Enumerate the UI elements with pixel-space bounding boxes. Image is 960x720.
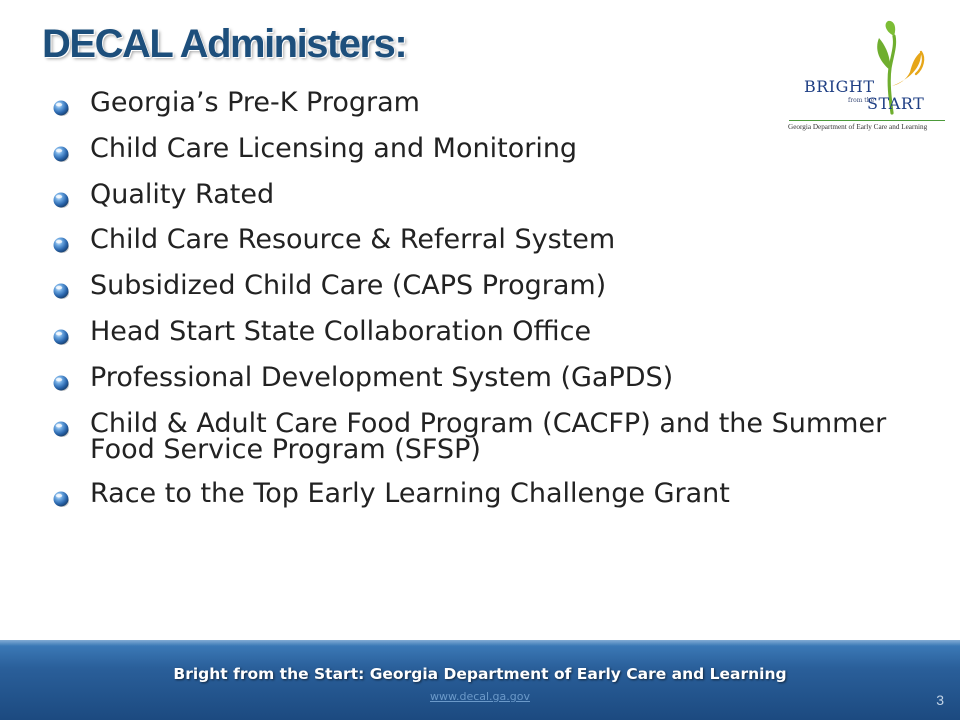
blue-orb-bullet-icon — [52, 145, 70, 163]
logo-from-the-text: from the — [848, 97, 875, 104]
blue-orb-bullet-icon — [52, 99, 70, 117]
bullet-item — [52, 478, 932, 510]
page-number: 3 — [936, 692, 944, 708]
blue-orb-bullet-icon — [52, 420, 70, 438]
bullet-item — [52, 132, 932, 164]
blue-orb-bullet-icon — [52, 328, 70, 346]
bullet-item — [52, 270, 932, 302]
blue-orb-bullet-icon — [52, 374, 70, 392]
footer-website-link[interactable]: www.decal.ga.gov — [429, 690, 530, 703]
bullet-text: Head Start State Collaboration Office — [90, 315, 592, 347]
bullet-text: Georgia’s Pre-K Program — [90, 87, 420, 118]
bullet-list — [52, 87, 932, 527]
blue-orb-bullet-icon — [52, 282, 70, 300]
footer-bar — [0, 640, 960, 720]
bullet-text: Child & Adult Care Food Program (CACFP) and the Summer Food Service Program (SFSP) — [90, 407, 887, 465]
bullet-item — [52, 178, 932, 210]
bullet-text: Quality Rated — [90, 178, 275, 210]
blue-orb-bullet-icon — [52, 236, 70, 254]
bullet-text: Professional Development System (GaPDS) — [90, 361, 674, 393]
bullet-text: Child Care Licensing and Monitoring — [90, 132, 578, 164]
blue-orb-bullet-icon — [52, 191, 70, 209]
slide-title: DECAL Administers: — [42, 22, 407, 66]
bullet-text: Child Care Resource & Referral System — [90, 224, 616, 256]
bullet-text: Subsidized Child Care (CAPS Program) — [90, 270, 607, 302]
footer-gloss — [0, 640, 960, 646]
bullet-item — [52, 87, 932, 118]
bullet-item — [52, 315, 932, 347]
logo-department-text: Georgia Department of Early Care and Learning — [788, 123, 928, 131]
bullet-item — [52, 224, 932, 256]
logo-bright-text: BRIGHT — [804, 77, 875, 96]
logo-start-text: START — [867, 94, 925, 113]
bullet-item — [52, 407, 932, 465]
bullet-text: Race to the Top Early Learning Challenge Grant — [90, 478, 730, 510]
blue-orb-bullet-icon — [52, 490, 70, 508]
footer-title: Bright from the Start: Georgia Department of Early Care and Learning — [173, 665, 787, 683]
bullet-item — [52, 361, 932, 393]
